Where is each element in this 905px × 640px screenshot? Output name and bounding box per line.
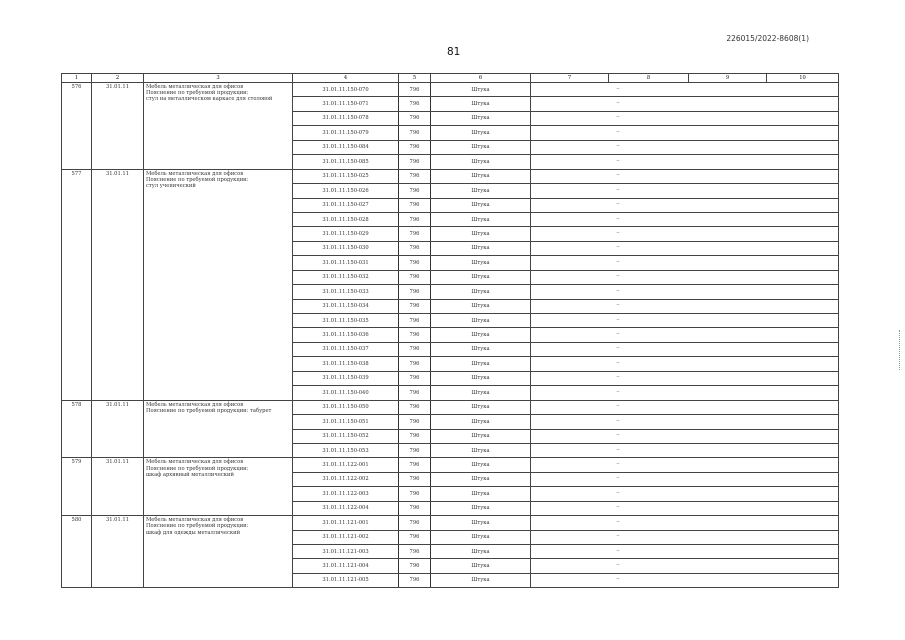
ktru-code-cell: 31.01.11.150-033: [293, 285, 399, 299]
okei-code-cell: 796: [399, 371, 431, 385]
description-line: стул на металлическом каркасе для столовой: [146, 96, 273, 103]
okei-code-cell: 796: [399, 314, 431, 328]
unit-cell: Штука: [431, 285, 531, 299]
column-header: 9: [689, 74, 767, 83]
ktru-code-cell: 31.01.11.150-079: [293, 126, 399, 140]
dash-cell: --: [609, 227, 689, 241]
dash-cell: --: [609, 155, 689, 169]
column-9-cell: [689, 241, 767, 255]
ktru-code-cell: 31.01.11.121-004: [293, 559, 399, 573]
ktru-code-cell: 31.01.11.121-001: [293, 516, 399, 530]
unit-cell: Штука: [431, 314, 531, 328]
okpd-code-cell: 31.01.11: [92, 83, 144, 170]
unit-cell: Штука: [431, 530, 531, 544]
okei-code-cell: 796: [399, 458, 431, 472]
description-line: Пояснение по требуемой продукции:: [146, 176, 249, 183]
okei-code-cell: 796: [399, 140, 431, 154]
column-9-cell: [689, 371, 767, 385]
okpd-code-cell: 31.01.11: [92, 400, 144, 458]
column-9-cell: [689, 111, 767, 125]
ktru-code-cell: 31.01.11.150-053: [293, 443, 399, 457]
okei-code-cell: 796: [399, 198, 431, 212]
column-10-cell: [767, 429, 839, 443]
unit-cell: Штука: [431, 371, 531, 385]
dash-cell: --: [609, 573, 689, 587]
column-9-cell: [689, 169, 767, 183]
unit-cell: Штука: [431, 357, 531, 371]
column-7-cell: [531, 487, 609, 501]
dash-cell: --: [609, 516, 689, 530]
description-cell: [144, 83, 293, 170]
column-10-cell: [767, 140, 839, 154]
ktru-code-cell: 31.01.11.150-039: [293, 371, 399, 385]
ktru-code-cell: 31.01.11.150-031: [293, 256, 399, 270]
dash-cell: --: [609, 314, 689, 328]
column-header: 10: [767, 74, 839, 83]
column-9-cell: [689, 458, 767, 472]
okei-code-cell: 796: [399, 270, 431, 284]
column-9-cell: [689, 126, 767, 140]
okei-code-cell: 796: [399, 227, 431, 241]
scan-edge-marks: [899, 330, 901, 370]
okei-code-cell: 796: [399, 342, 431, 356]
dash-cell: --: [609, 559, 689, 573]
okei-code-cell: 796: [399, 400, 431, 414]
table-body: [62, 83, 839, 588]
description-line: стул ученический: [146, 183, 196, 190]
column-9-cell: [689, 501, 767, 515]
okei-code-cell: 796: [399, 169, 431, 183]
column-10-cell: [767, 270, 839, 284]
unit-cell: Штука: [431, 111, 531, 125]
okei-code-cell: 796: [399, 212, 431, 226]
unit-cell: Штука: [431, 97, 531, 111]
description-line: Мебель металлическая для офисов: [146, 84, 244, 90]
dash-cell: --: [609, 530, 689, 544]
column-9-cell: [689, 559, 767, 573]
ktru-code-cell: 31.01.11.150-084: [293, 140, 399, 154]
column-header: 8: [609, 74, 689, 83]
column-7-cell: [531, 371, 609, 385]
column-7-cell: [531, 111, 609, 125]
column-7-cell: [531, 357, 609, 371]
okei-code-cell: 796: [399, 415, 431, 429]
column-7-cell: [531, 415, 609, 429]
okei-code-cell: 796: [399, 256, 431, 270]
column-10-cell: [767, 472, 839, 486]
dash-cell: --: [609, 97, 689, 111]
dash-cell: --: [609, 299, 689, 313]
unit-cell: Штука: [431, 487, 531, 501]
column-9-cell: [689, 198, 767, 212]
column-7-cell: [531, 545, 609, 559]
okei-code-cell: 796: [399, 443, 431, 457]
column-9-cell: [689, 545, 767, 559]
column-7-cell: [531, 155, 609, 169]
dash-cell: --: [609, 386, 689, 400]
dash-cell: --: [609, 342, 689, 356]
column-10-cell: [767, 371, 839, 385]
column-9-cell: [689, 97, 767, 111]
column-10-cell: [767, 126, 839, 140]
description-line: Мебель металлическая для офисов: [146, 517, 244, 524]
ktru-code-cell: 31.01.11.150-028: [293, 212, 399, 226]
dash-cell: --: [609, 472, 689, 486]
ktru-code-cell: 31.01.11.150-052: [293, 429, 399, 443]
ktru-code-cell: 31.01.11.150-051: [293, 415, 399, 429]
unit-cell: Штука: [431, 212, 531, 226]
okei-code-cell: 796: [399, 357, 431, 371]
dash-cell: --: [609, 270, 689, 284]
okei-code-cell: 796: [399, 545, 431, 559]
okpd-code-cell: 31.01.11: [92, 458, 144, 516]
column-10-cell: [767, 314, 839, 328]
column-9-cell: [689, 487, 767, 501]
unit-cell: Штука: [431, 429, 531, 443]
okei-code-cell: 796: [399, 155, 431, 169]
column-7-cell: [531, 472, 609, 486]
ktru-code-cell: 31.01.11.121-003: [293, 545, 399, 559]
okei-code-cell: 796: [399, 487, 431, 501]
description-cell: [144, 400, 293, 458]
okei-code-cell: 796: [399, 328, 431, 342]
unit-cell: Штука: [431, 328, 531, 342]
column-10-cell: [767, 212, 839, 226]
column-7-cell: [531, 97, 609, 111]
unit-cell: Штука: [431, 559, 531, 573]
ktru-code-cell: 31.01.11.150-085: [293, 155, 399, 169]
column-header: 3: [144, 74, 293, 83]
unit-cell: Штука: [431, 501, 531, 515]
dash-cell: --: [609, 256, 689, 270]
unit-cell: Штука: [431, 140, 531, 154]
unit-cell: Штука: [431, 169, 531, 183]
dash-cell: --: [609, 487, 689, 501]
okei-code-cell: 796: [399, 429, 431, 443]
column-7-cell: [531, 559, 609, 573]
dash-cell: --: [609, 415, 689, 429]
dash-cell: --: [609, 212, 689, 226]
column-9-cell: [689, 155, 767, 169]
dash-cell: --: [609, 241, 689, 255]
column-9-cell: [689, 342, 767, 356]
okei-code-cell: 796: [399, 241, 431, 255]
column-10-cell: [767, 342, 839, 356]
unit-cell: Штука: [431, 573, 531, 587]
column-7-cell: [531, 501, 609, 515]
column-9-cell: [689, 299, 767, 313]
ktru-code-cell: 31.01.11.122-003: [293, 487, 399, 501]
column-7-cell: [531, 386, 609, 400]
unit-cell: Штука: [431, 472, 531, 486]
unit-cell: Штука: [431, 545, 531, 559]
okei-code-cell: 796: [399, 573, 431, 587]
column-7-cell: [531, 458, 609, 472]
column-9-cell: [689, 184, 767, 198]
dash-cell: --: [609, 328, 689, 342]
column-10-cell: [767, 415, 839, 429]
table-row: [62, 400, 839, 414]
column-10-cell: [767, 357, 839, 371]
column-10-cell: [767, 443, 839, 457]
column-7-cell: [531, 314, 609, 328]
dash-cell: --: [609, 458, 689, 472]
column-7-cell: [531, 429, 609, 443]
column-10-cell: [767, 400, 839, 414]
column-9-cell: [689, 530, 767, 544]
unit-cell: Штука: [431, 270, 531, 284]
page-number: 81: [447, 46, 461, 58]
column-7-cell: [531, 443, 609, 457]
description-line: Мебель металлическая для офисов: [146, 170, 244, 177]
column-10-cell: [767, 458, 839, 472]
dash-cell: --: [609, 83, 689, 97]
column-7-cell: [531, 516, 609, 530]
okei-code-cell: 796: [399, 472, 431, 486]
column-9-cell: [689, 140, 767, 154]
column-number-row: [62, 74, 839, 83]
column-9-cell: [689, 472, 767, 486]
column-7-cell: [531, 573, 609, 587]
column-7-cell: [531, 530, 609, 544]
okei-code-cell: 796: [399, 386, 431, 400]
description-cell: [144, 169, 293, 400]
table-row: [62, 83, 839, 97]
column-10-cell: [767, 155, 839, 169]
dash-cell: --: [609, 429, 689, 443]
column-9-cell: [689, 270, 767, 284]
ktru-code-cell: 31.01.11.150-026: [293, 184, 399, 198]
column-9-cell: [689, 83, 767, 97]
column-9-cell: [689, 212, 767, 226]
dash-cell: --: [609, 545, 689, 559]
dash-cell: --: [609, 400, 689, 414]
column-10-cell: [767, 328, 839, 342]
description-line: шкаф архивный металлический: [146, 471, 234, 478]
column-10-cell: [767, 241, 839, 255]
column-10-cell: [767, 83, 839, 97]
column-7-cell: [531, 212, 609, 226]
unit-cell: Штука: [431, 256, 531, 270]
ktru-code-cell: 31.01.11.150-025: [293, 169, 399, 183]
okei-code-cell: 796: [399, 559, 431, 573]
column-10-cell: [767, 501, 839, 515]
column-9-cell: [689, 256, 767, 270]
unit-cell: Штука: [431, 155, 531, 169]
column-10-cell: [767, 530, 839, 544]
ktru-code-cell: 31.01.11.150-034: [293, 299, 399, 313]
ktru-code-cell: 31.01.11.150-027: [293, 198, 399, 212]
okei-code-cell: 796: [399, 285, 431, 299]
column-10-cell: [767, 97, 839, 111]
column-9-cell: [689, 227, 767, 241]
column-7-cell: [531, 169, 609, 183]
column-9-cell: [689, 328, 767, 342]
column-7-cell: [531, 328, 609, 342]
column-7-cell: [531, 270, 609, 284]
okei-code-cell: 796: [399, 97, 431, 111]
column-10-cell: [767, 299, 839, 313]
ktru-code-cell: 31.01.11.121-002: [293, 530, 399, 544]
column-9-cell: [689, 357, 767, 371]
description-line: шкаф для одежды металлический: [146, 529, 241, 536]
column-9-cell: [689, 400, 767, 414]
ktru-code-cell: 31.01.11.150-035: [293, 314, 399, 328]
ktru-code-cell: 31.01.11.150-037: [293, 342, 399, 356]
column-10-cell: [767, 111, 839, 125]
unit-cell: Штука: [431, 184, 531, 198]
ktru-code-cell: 31.01.11.150-070: [293, 83, 399, 97]
item-number-cell: 579: [62, 458, 92, 516]
unit-cell: Штука: [431, 126, 531, 140]
description-line: Пояснение по требуемой продукции: табурет: [146, 407, 272, 414]
ktru-code-cell: 31.01.11.150-071: [293, 97, 399, 111]
column-7-cell: [531, 83, 609, 97]
table-row: [62, 458, 839, 472]
column-9-cell: [689, 443, 767, 457]
okei-code-cell: 796: [399, 516, 431, 530]
unit-cell: Штука: [431, 227, 531, 241]
unit-cell: Штука: [431, 198, 531, 212]
description-line: Мебель металлическая для офисов: [146, 401, 244, 408]
dash-cell: --: [609, 443, 689, 457]
description-line: Пояснение по требуемой продукции:: [146, 465, 249, 472]
okei-code-cell: 796: [399, 126, 431, 140]
dash-cell: --: [609, 501, 689, 515]
unit-cell: Штука: [431, 415, 531, 429]
ktru-code-cell: 31.01.11.122-002: [293, 472, 399, 486]
dash-cell: --: [609, 140, 689, 154]
column-7-cell: [531, 227, 609, 241]
column-10-cell: [767, 227, 839, 241]
column-7-cell: [531, 126, 609, 140]
item-number-cell: 577: [62, 169, 92, 400]
column-7-cell: [531, 184, 609, 198]
column-10-cell: [767, 573, 839, 587]
column-7-cell: [531, 140, 609, 154]
ktru-code-cell: 31.01.11.122-004: [293, 501, 399, 515]
table-row: [62, 169, 839, 183]
item-number-cell: 576: [62, 83, 92, 170]
description-line: Мебель металлическая для офисов: [146, 459, 244, 466]
item-number-cell: 580: [62, 516, 92, 588]
column-7-cell: [531, 285, 609, 299]
dash-cell: --: [609, 371, 689, 385]
column-10-cell: [767, 285, 839, 299]
document-number: 226015/2022-8608(1): [726, 34, 809, 43]
column-9-cell: [689, 314, 767, 328]
dash-cell: --: [609, 285, 689, 299]
column-header: 1: [62, 74, 92, 83]
description-line: Пояснение по требуемой продукции:: [146, 523, 249, 530]
column-7-cell: [531, 256, 609, 270]
ktru-code-cell: 31.01.11.150-078: [293, 111, 399, 125]
description-cell: [144, 458, 293, 516]
ktru-code-cell: 31.01.11.150-050: [293, 400, 399, 414]
okei-code-cell: 796: [399, 530, 431, 544]
column-header: 7: [531, 74, 609, 83]
column-9-cell: [689, 415, 767, 429]
column-7-cell: [531, 400, 609, 414]
ktru-code-cell: 31.01.11.150-038: [293, 357, 399, 371]
column-10-cell: [767, 198, 839, 212]
okei-code-cell: 796: [399, 111, 431, 125]
dash-cell: --: [609, 169, 689, 183]
column-10-cell: [767, 487, 839, 501]
column-10-cell: [767, 516, 839, 530]
unit-cell: Штука: [431, 83, 531, 97]
unit-cell: Штука: [431, 458, 531, 472]
unit-cell: Штука: [431, 299, 531, 313]
item-number-cell: 578: [62, 400, 92, 458]
column-10-cell: [767, 545, 839, 559]
column-7-cell: [531, 299, 609, 313]
dash-cell: --: [609, 126, 689, 140]
okei-code-cell: 796: [399, 299, 431, 313]
table-row: [62, 516, 839, 530]
dash-cell: --: [609, 357, 689, 371]
description-line: Пояснение по требуемой продукции:: [146, 90, 249, 97]
unit-cell: Штука: [431, 386, 531, 400]
okpd-code-cell: 31.01.11: [92, 169, 144, 400]
okpd-code-cell: 31.01.11: [92, 516, 144, 588]
column-9-cell: [689, 429, 767, 443]
ktru-code-cell: 31.01.11.150-036: [293, 328, 399, 342]
column-10-cell: [767, 256, 839, 270]
dash-cell: --: [609, 198, 689, 212]
unit-cell: Штука: [431, 516, 531, 530]
column-7-cell: [531, 198, 609, 212]
ktru-code-cell: 31.01.11.150-040: [293, 386, 399, 400]
column-header: 2: [92, 74, 144, 83]
description-cell: [144, 516, 293, 588]
column-7-cell: [531, 241, 609, 255]
okei-code-cell: 796: [399, 83, 431, 97]
unit-cell: Штука: [431, 400, 531, 414]
dash-cell: --: [609, 184, 689, 198]
column-7-cell: [531, 342, 609, 356]
ktru-code-cell: 31.01.11.121-005: [293, 573, 399, 587]
unit-cell: Штука: [431, 443, 531, 457]
column-header: 4: [293, 74, 399, 83]
column-9-cell: [689, 516, 767, 530]
ktru-code-cell: 31.01.11.122-001: [293, 458, 399, 472]
ktru-code-cell: 31.01.11.150-030: [293, 241, 399, 255]
column-9-cell: [689, 386, 767, 400]
column-9-cell: [689, 285, 767, 299]
column-10-cell: [767, 169, 839, 183]
registry-table: [61, 73, 839, 588]
ktru-code-cell: 31.01.11.150-032: [293, 270, 399, 284]
column-9-cell: [689, 573, 767, 587]
dash-cell: --: [609, 111, 689, 125]
column-10-cell: [767, 386, 839, 400]
column-10-cell: [767, 184, 839, 198]
column-header: 5: [399, 74, 431, 83]
okei-code-cell: 796: [399, 501, 431, 515]
ktru-code-cell: 31.01.11.150-029: [293, 227, 399, 241]
column-header: 6: [431, 74, 531, 83]
unit-cell: Штука: [431, 342, 531, 356]
okei-code-cell: 796: [399, 184, 431, 198]
column-10-cell: [767, 559, 839, 573]
unit-cell: Штука: [431, 241, 531, 255]
